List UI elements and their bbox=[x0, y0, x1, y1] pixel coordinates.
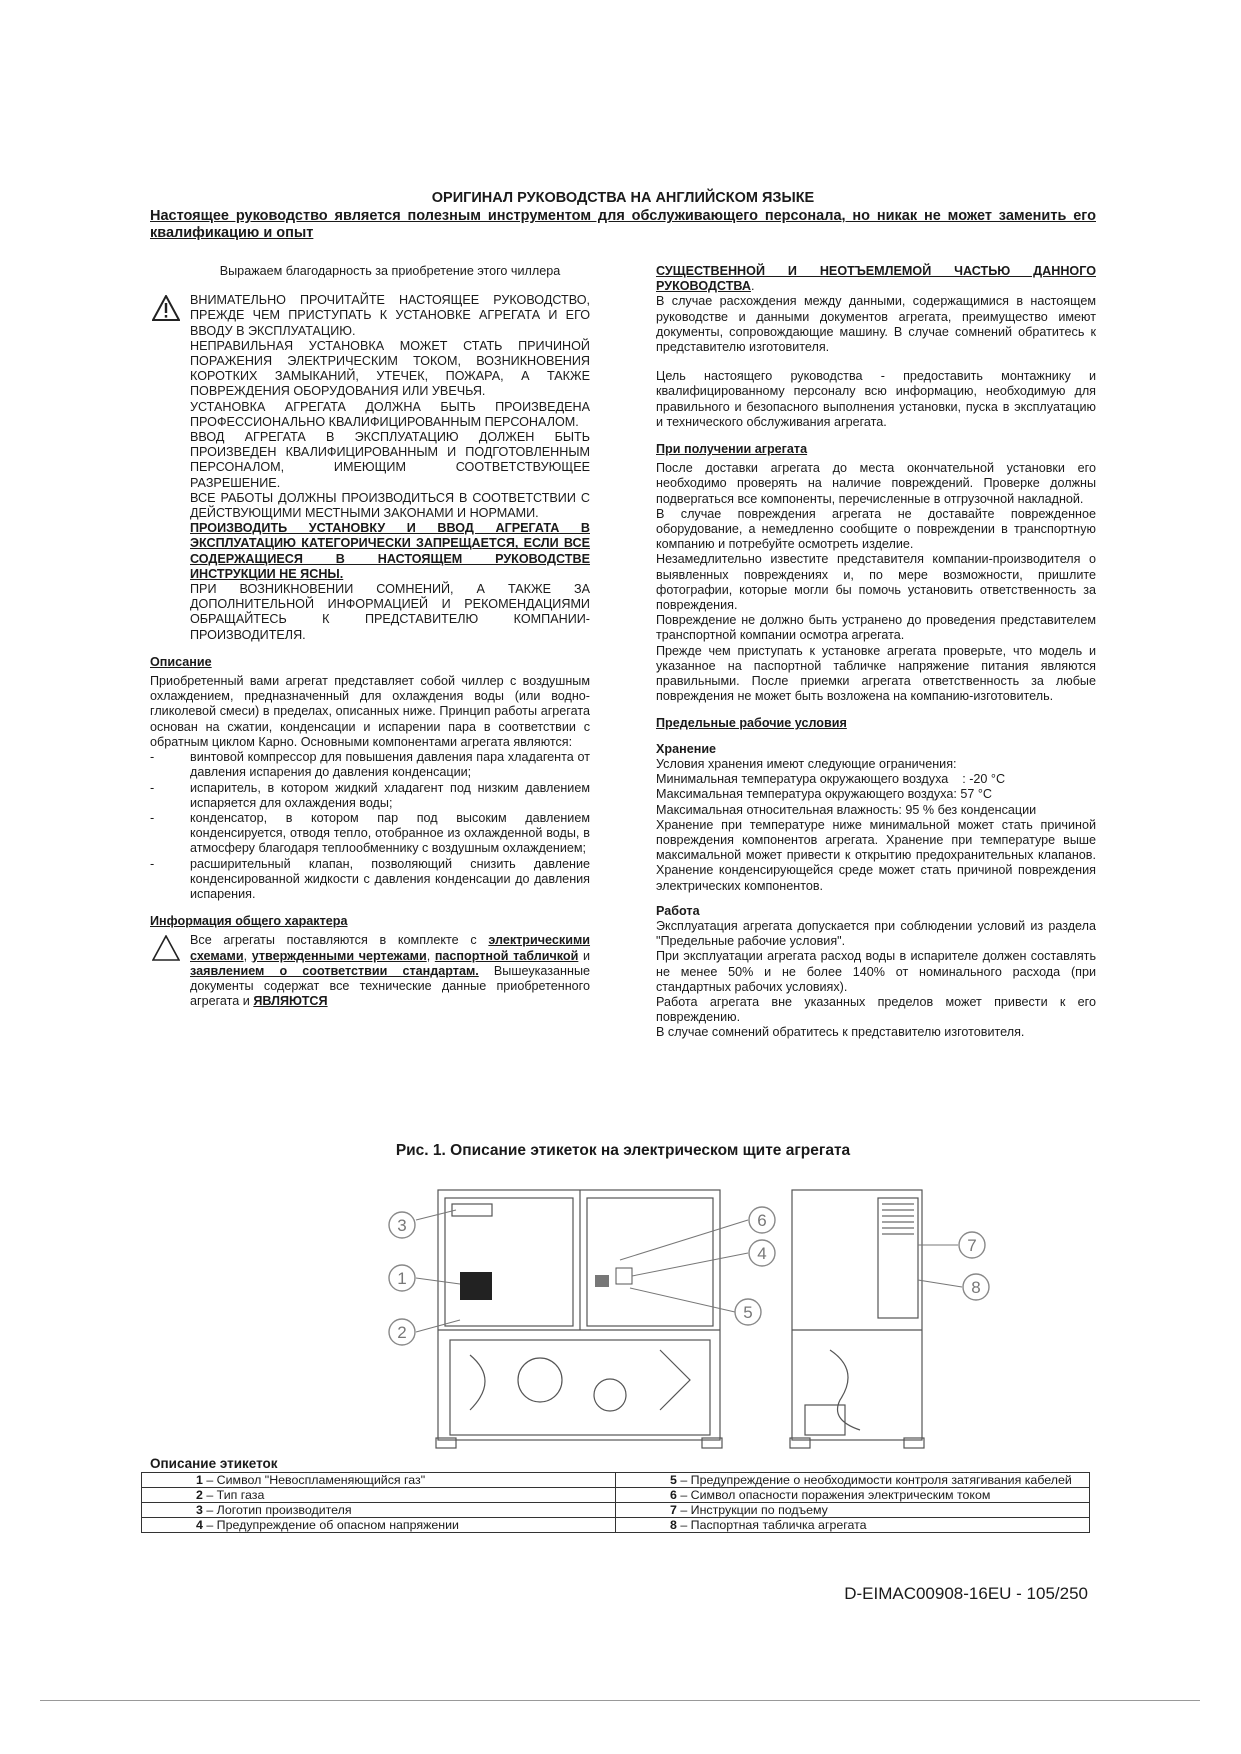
receipt-paragraph: После доставки агрегата до места окончательной установки его необходимо проверять на наличие повреждений. Проверке должны подвергаться все компоненты, перечисленные в отгрузочной накладной. bbox=[656, 461, 1096, 506]
general-info-text: Все агрегаты поставляются в комплекте с электрическими схемами, утвержденными чертежами, паспортной табличкой и заявлением о соответствии стандартам. Вышеуказанные документы содержат все технические данные приобретенного агрегата и ЯВЛЯЮТСЯ bbox=[190, 933, 591, 1009]
receipt-paragraph: Прежде чем приступать к установке агрегата проверьте, что модель и указанное на паспортной табличке напряжение питания являются правильными. После приемки агрегата ответственность за любые повреждения не может быть возложена на компанию-изготовитель. bbox=[656, 643, 1096, 704]
table-cell: 1 – Символ "Невоспламеняющийся газ" bbox=[142, 1473, 616, 1488]
limits-heading: Предельные рабочие условия bbox=[656, 716, 847, 731]
document-subtitle: Настоящее руководство является полезным инструментом для обслуживающего персонала, но никак не может заменить его квалификацию и опыт bbox=[150, 208, 1096, 241]
table-cell: 2 – Тип газа bbox=[142, 1488, 616, 1503]
warning-paragraph: ВВОД АГРЕГАТА В ЭКСПЛУАТАЦИЮ ДОЛЖЕН БЫТЬ ПРОИЗВЕДЕН КВАЛИФИЦИРОВАННЫМ И ПОДГОТОВЛЕННЫМ ПЕРСОНАЛОМ, ИМЕЮЩИМ СООТВЕТСТВУЮЩЕЕ РАЗРЕШЕНИЕ. bbox=[190, 430, 590, 490]
table-cell: 6 – Символ опасности поражения электрическим током bbox=[616, 1488, 1090, 1503]
table-row bbox=[142, 1503, 1090, 1518]
document-code: D-EIMAC00908-16EU - 105/250 bbox=[844, 1584, 1088, 1603]
table-row bbox=[142, 1488, 1090, 1503]
callout-label: 8 bbox=[971, 1278, 981, 1297]
callout-label: 3 bbox=[397, 1216, 407, 1235]
general-info-heading: Информация общего характера bbox=[150, 914, 348, 929]
warning-paragraph: УСТАНОВКА АГРЕГАТА ДОЛЖНА БЫТЬ ПРОИЗВЕДЕНА ПРОФЕССИОНАЛЬНО КВАЛИФИЦИРОВАННЫМ ПЕРСОНАЛОМ. bbox=[190, 399, 590, 429]
operation-paragraph: При эксплуатации агрегата расход воды в испарителе должен составлять не менее 50% и не более 140% от номинального расхода (при стандартных рабочих условиях). bbox=[656, 949, 1096, 994]
description-heading: Описание bbox=[150, 654, 212, 669]
warning-paragraph: ВСЕ РАБОТЫ ДОЛЖНЫ ПРОИЗВОДИТЬСЯ В СООТВЕТСТВИИ С ДЕЙСТВУЮЩИМИ МЕСТНЫМИ ЗАКОНАМИ И НОРМАМИ. bbox=[190, 490, 590, 521]
warning-block bbox=[150, 293, 590, 643]
operation-heading: Работа bbox=[656, 903, 700, 918]
warning-paragraph: ВНИМАТЕЛЬНО ПРОЧИТАЙТЕ НАСТОЯЩЕЕ РУКОВОДСТВО, ПРЕЖДЕ ЧЕМ ПРИСТУПАТЬ К УСТАНОВКЕ АГРЕГАТА И ЕГО ВВОДУ В ЭКСПЛУАТАЦИЮ. bbox=[190, 293, 590, 338]
warning-contact: ПРИ ВОЗНИКНОВЕНИИ СОМНЕНИЙ, А ТАКЖЕ ЗА ДОПОЛНИТЕЛЬНОЙ ИНФОРМАЦИЕЙ И РЕКОМЕНДАЦИЯМИ ОБРАЩАЙТЕСЬ К ПРЕДСТАВИТЕЛЮ КОМПАНИИ-ПРОИЗВОДИТЕЛЯ. bbox=[190, 582, 590, 642]
storage-max-temp: Максимальная температура окружающего воздуха: 57 °C bbox=[656, 787, 992, 802]
operation-paragraph: Работа агрегата вне указанных пределов может привести к его повреждению. bbox=[656, 994, 1096, 1025]
storage-text: Хранение при температуре ниже минимальной может стать причиной повреждения компонентов агрегата. Хранение при температуре выше максимальной может привести к открытию предохранительных клапанов. Хранение конденсирующейся среде может стать причиной повреждения электрических компонентов. bbox=[656, 817, 1096, 893]
storage-min-temp: Минимальная температура окружающего воздуха : -20 °C bbox=[656, 772, 1006, 787]
unit-drawing bbox=[140, 1180, 1100, 1460]
table-cell: 5 – Предупреждение о необходимости контроля затягивания кабелей bbox=[616, 1473, 1090, 1488]
discrepancy-text: В случае расхождения между данными, содержащимися в настоящем руководстве и данными документов агрегата, преимущество имеют документы, сопровождающие машину. В случае сомнений обратитесь к представителю изготовителя. bbox=[656, 294, 1096, 355]
general-info-block bbox=[150, 933, 590, 1009]
footer-divider bbox=[40, 1700, 1200, 1701]
labels-title: Описание этикеток bbox=[150, 1456, 278, 1471]
callout-label: 7 bbox=[967, 1236, 977, 1255]
document-title: ОРИГИНАЛ РУКОВОДСТВА НА АНГЛИЙСКОМ ЯЗЫКЕ bbox=[431, 190, 815, 206]
table-cell: 3 – Логотип производителя bbox=[142, 1503, 616, 1518]
labels-table bbox=[141, 1472, 1090, 1533]
storage-max-humidity: Максимальная относительная влажность: 95 % без конденсации bbox=[656, 802, 1037, 817]
storage-heading: Хранение bbox=[656, 741, 717, 756]
list-item: - расширительный клапан, позволяющий снизить давление конденсированной жидкости с давления конденсации до давления испарения. bbox=[150, 857, 590, 903]
table-row bbox=[142, 1518, 1090, 1533]
receipt-paragraph: В случае повреждения агрегата не доставайте поврежденное оборудование, а немедленно сообщите о повреждении в транспортную компанию и потребуйте осмотреть изделие. bbox=[656, 506, 1096, 552]
callout-label: 6 bbox=[757, 1211, 767, 1230]
right-column bbox=[656, 264, 1096, 1041]
callout-label: 2 bbox=[397, 1323, 407, 1342]
caution-triangle-icon bbox=[152, 935, 180, 961]
list-item: - испаритель, в котором жидкий хладагент под низким давлением испаряется для охлаждения воды; bbox=[150, 781, 590, 811]
left-column bbox=[150, 264, 590, 1009]
operation-paragraph: Эксплуатация агрегата допускается при соблюдении условий из раздела "Предельные рабочие условия". bbox=[656, 918, 1096, 949]
components-list bbox=[150, 750, 590, 902]
thanks-text: Выражаем благодарность за приобретение этого чиллера bbox=[219, 264, 561, 278]
table-cell: 4 – Предупреждение об опасном напряжении bbox=[142, 1518, 616, 1533]
operation-paragraph: В случае сомнений обратитесь к представителю изготовителя. bbox=[656, 1025, 1025, 1040]
callout-label: 4 bbox=[757, 1244, 767, 1263]
list-item: - винтовой компрессор для повышения давления пара хладагента от давления испарения до давления конденсации; bbox=[150, 750, 590, 780]
table-cell: 7 – Инструкции по подъему bbox=[616, 1503, 1090, 1518]
table-cell: 8 – Паспортная табличка агрегата bbox=[616, 1518, 1090, 1533]
callout-label: 5 bbox=[743, 1303, 753, 1322]
description-text: Приобретенный вами агрегат представляет собой чиллер с воздушным охлаждением, предназначенный для охлаждения воды (или водно-гликолевой смеси) в пределах, описанных ниже. Принцип работы агрегата основан на сжатии, конденсации и испарении пара в соответствии с обратным циклом Карно. Основными компонентами агрегата являются: bbox=[150, 674, 590, 749]
callout-label: 1 bbox=[397, 1269, 407, 1288]
receipt-paragraph: Незамедлительно известите представителя компании-производителя о выявленных повреждениях и, по мере возможности, пришлите фотографии, которые могли бы помочь установить ответственность за повреждения. bbox=[656, 552, 1096, 613]
figure-caption: Рис. 1. Описание этикеток на электрическом щите агрегата bbox=[395, 1142, 851, 1159]
warning-paragraph: НЕПРАВИЛЬНАЯ УСТАНОВКА МОЖЕТ СТАТЬ ПРИЧИНОЙ ПОРАЖЕНИЯ ЭЛЕКТРИЧЕСКИМ ТОКОМ, ВОЗНИКНОВЕНИЯ КОРОТКИХ ЗАМЫКАНИЙ, УТЕЧЕК, ПОЖАРА, А ТАКЖЕ ПОВРЕЖДЕНИЯ ОБОРУДОВАНИЯ ИЛИ УВЕЧЬЯ. bbox=[190, 338, 590, 399]
warning-triangle-icon bbox=[152, 295, 180, 321]
storage-intro: Условия хранения имеют следующие ограничения: bbox=[656, 756, 957, 771]
receipt-paragraph: Повреждение не должно быть устранено до проведения представителем транспортной компании осмотра агрегата. bbox=[656, 613, 1096, 643]
table-row bbox=[142, 1473, 1090, 1488]
continuation-text: СУЩЕСТВЕННОЙ И НЕОТЪЕМЛЕМОЙ ЧАСТЬЮ ДАННОГО РУКОВОДСТВА. bbox=[656, 264, 1096, 294]
receipt-heading: При получении агрегата bbox=[656, 442, 808, 457]
list-item: - конденсатор, в котором пар под высоким давлением конденсируется, отводя тепло, отобранное из охлажденной воды, в атмосферу благодаря теплообменнику с воздушным охлаждением; bbox=[150, 811, 590, 857]
purpose-text: Цель настоящего руководства - предоставить монтажнику и квалифицированному персоналу всю информацию, необходимую для правильного и безопасного выполнения установки, пуска в эксплуатацию и технического обслуживания агрегата. bbox=[656, 369, 1096, 429]
warning-prohibition: ПРОИЗВОДИТЬ УСТАНОВКУ И ВВОД АГРЕГАТА В ЭКСПЛУАТАЦИЮ КАТЕГОРИЧЕСКИ ЗАПРЕЩАЕТСЯ, ЕСЛИ ВСЕ СОДЕРЖАЩИЕСЯ В НАСТОЯЩЕМ РУКОВОДСТВЕ ИНСТРУКЦИИ НЕ ЯСНЫ. bbox=[190, 521, 590, 581]
